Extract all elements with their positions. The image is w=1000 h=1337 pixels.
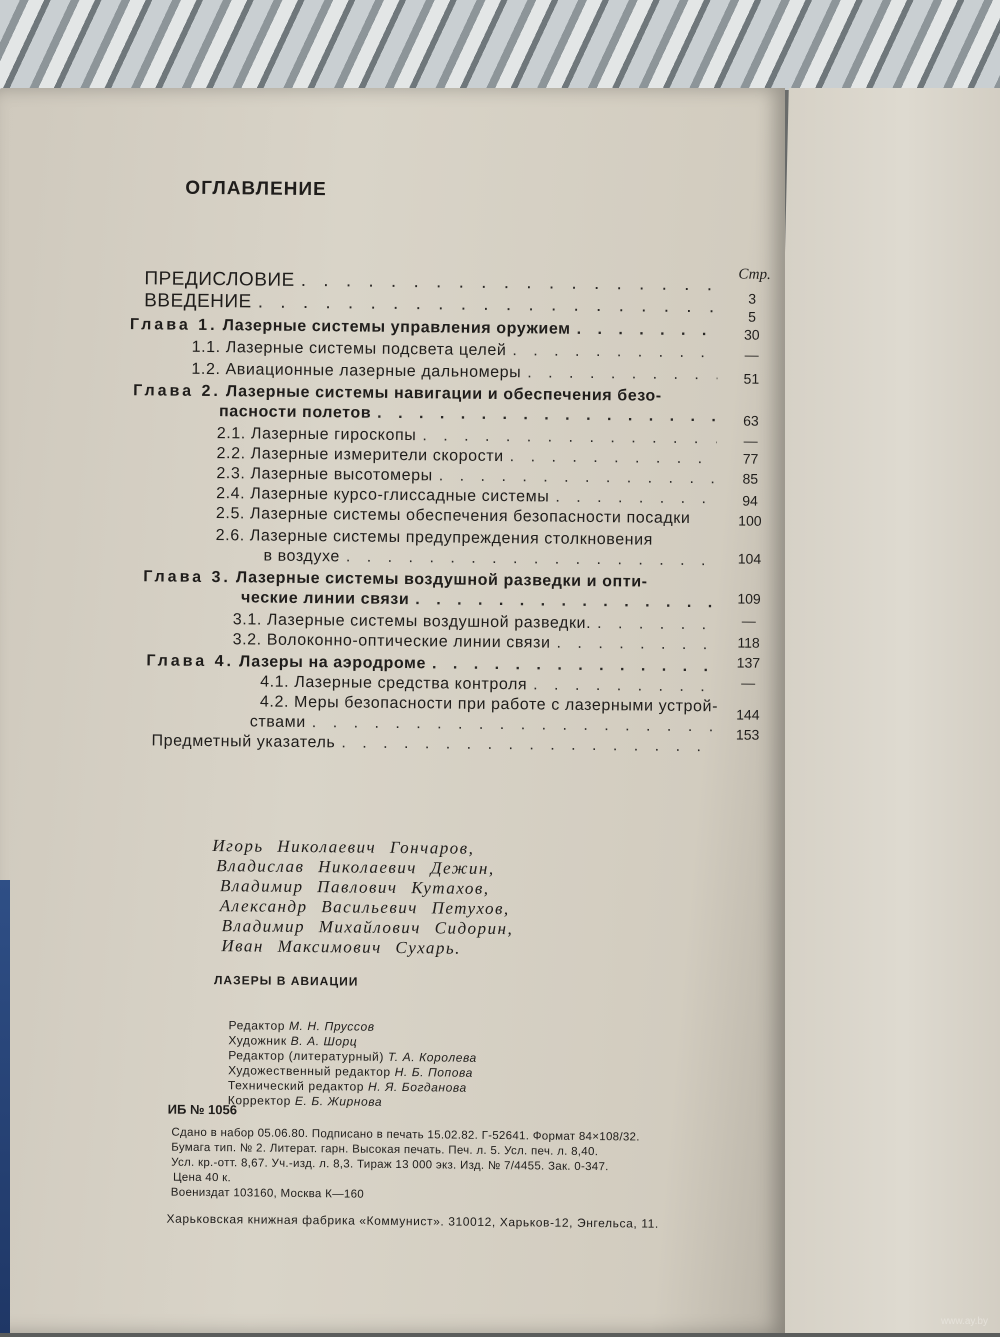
author-name: Владислав Николаевич Дежин, — [216, 856, 495, 878]
toc-entry-continued — [263, 547, 721, 572]
toc-entry-text: 1.1. Лазерные системы подсвета целей — [191, 338, 507, 360]
toc-entry-text: 4.1. Лазерные средства контроля — [260, 673, 528, 694]
imprint-line: Сдано в набор 05.06.80. Подписано в печать 15.02.82. Г-52641. Формат 84×108/32. — [171, 1126, 640, 1144]
toc-page-number: 153 — [735, 726, 760, 743]
imprint-line: Цена 40 к. — [172, 1171, 232, 1185]
credit-name: М. Н. Пруссов — [288, 1018, 375, 1034]
credit-role: Художник — [228, 1033, 287, 1048]
author-name: Владимир Михайлович Сидорин, — [221, 916, 514, 939]
page-title: ОГЛАВЛЕНИЕ — [185, 177, 327, 201]
credit-role: Редактор (литературный) — [228, 1048, 385, 1064]
toc-page-number: 137 — [736, 654, 761, 671]
toc-page-number: — — [741, 674, 756, 691]
toc-page-number: 104 — [737, 550, 762, 567]
credit-role: Редактор — [228, 1018, 286, 1033]
imprint-line: Усл. кр.-отт. 8,67. Уч.-изд. л. 8,3. Тираж 13 000 экз. Изд. № 7/4455. Зак. 0-347. — [171, 1156, 609, 1174]
credit-name: Н. Я. Богданова — [367, 1079, 467, 1095]
toc-chapter-continued — [219, 402, 723, 427]
toc-entry-text: ческие линии связи — [240, 589, 410, 609]
toc-entry — [191, 360, 723, 386]
toc-entry-text: ВВЕДЕНИЕ — [144, 290, 252, 313]
toc-page-number: 144 — [736, 706, 760, 723]
toc-chapter-continued — [241, 588, 721, 613]
toc-page-number: 30 — [743, 326, 760, 343]
page-column-label: Стр. — [738, 266, 771, 283]
toc-entry — [192, 338, 724, 364]
toc-entry-text: 3.2. Волоконно-оптические линии связи — [232, 631, 551, 652]
author-name: Александр Васильевич Петухов, — [219, 896, 510, 919]
toc-page-number: 109 — [737, 590, 761, 607]
watermark: www.ay.by — [940, 1316, 988, 1327]
toc-entry-text: 2.3. Лазерные высотомеры — [216, 465, 433, 485]
toc-entry-text: 4.2. Меры безопасности при работе с лазерными устрой- — [259, 693, 719, 716]
credit-role: Технический редактор — [227, 1078, 365, 1094]
toc-entry-text: 2.4. Лазерные курсо-глиссадные системы — [216, 485, 550, 506]
author-list — [211, 836, 514, 959]
toc-page-number: 51 — [743, 370, 760, 387]
toc-entry-text: ствами — [249, 713, 306, 732]
toc-page-number: 63 — [743, 412, 759, 429]
credit-name: В. А. Шорц — [290, 1033, 358, 1049]
toc-entry-text: 2.2. Лазерные измерители скорости — [216, 445, 504, 466]
author-name: Владимир Павлович Кутахов, — [219, 876, 490, 898]
toc-page-number: 118 — [737, 634, 760, 651]
toc-entry-text: Лазерные системы воздушной разведки и опти- — [235, 569, 648, 591]
printer-line: Харьковская книжная фабрика «Коммунист». 310012, Харьков-12, Энгельса, 11. — [166, 1211, 659, 1231]
toc-entry-text: Предметный указатель — [151, 732, 336, 752]
toc-entry — [216, 504, 726, 529]
toc-page-number: — — [744, 346, 759, 363]
toc-page-number: — — [741, 612, 756, 629]
credit-line — [228, 1093, 477, 1111]
imprint-block — [171, 1126, 640, 1206]
toc-entry-text: пасности полетов — [218, 403, 372, 422]
chapter-number: Глава 2. — [133, 382, 221, 401]
toc-page-number: 100 — [738, 512, 762, 529]
credit-role: Художественный редактор — [228, 1063, 391, 1079]
toc-page-number: 3 — [748, 290, 757, 307]
chapter-number: Глава 4. — [146, 652, 235, 671]
credit-role: Корректор — [227, 1093, 292, 1108]
toc-page-number: 5 — [748, 308, 757, 325]
toc-entry-text: Лазеры на аэродроме — [239, 653, 427, 673]
toc-entry — [233, 630, 721, 655]
toc-entry-text: Лазерные системы управления оружием — [222, 317, 571, 338]
toc-entry-text: 3.1. Лазерные системы воздушной разведки. — [232, 611, 592, 632]
imprint-line: Бумага тип. № 2. Литерат. гарн. Высокая печать. Печ. л. 5. Усл. печ. л. 8,40. — [171, 1141, 599, 1159]
toc-entry-text: ПРЕДИСЛОВИЕ — [144, 268, 295, 291]
toc-entry-text: 2.1. Лазерные гироскопы — [216, 425, 417, 445]
credit-name: Т. А. Королева — [387, 1049, 477, 1065]
toc-page-number: 77 — [742, 450, 759, 467]
imprint-line: Воениздат 103160, Москва К—160 — [170, 1186, 365, 1201]
toc-page-number: 94 — [742, 492, 758, 509]
book-title: ЛАЗЕРЫ В АВИАЦИИ — [213, 973, 359, 989]
credit-name: Н. Б. Попова — [394, 1064, 474, 1080]
credits-list — [228, 1018, 478, 1111]
chapter-number: Глава 1. — [129, 316, 218, 335]
toc-entry — [144, 291, 724, 317]
toc-entry-text: Лазерные системы навигации и обеспечения безо- — [225, 383, 662, 405]
right-page — [760, 88, 1000, 1333]
chapter-number: Глава 3. — [143, 568, 232, 587]
ib-number: ИБ № 1056 — [167, 1101, 238, 1118]
toc-page-number: — — [743, 432, 758, 449]
toc-entry-text: 2.6. Лазерные системы предупреждения столкновения — [215, 527, 654, 549]
author-name: Иван Максимович Сухарь. — [221, 936, 462, 958]
toc-entry-text: 1.2. Авиационные лазерные дальномеры — [191, 360, 522, 382]
credit-name: Е. Б. Жирнова — [294, 1093, 383, 1109]
toc-entry-text: 2.5. Лазерные системы обеспечения безопасности посадки — [215, 505, 691, 528]
toc-entry-text: в воздухе — [263, 547, 341, 566]
toc-page-number: 85 — [742, 470, 759, 487]
author-name: Игорь Николаевич Гончаров, — [212, 836, 475, 858]
